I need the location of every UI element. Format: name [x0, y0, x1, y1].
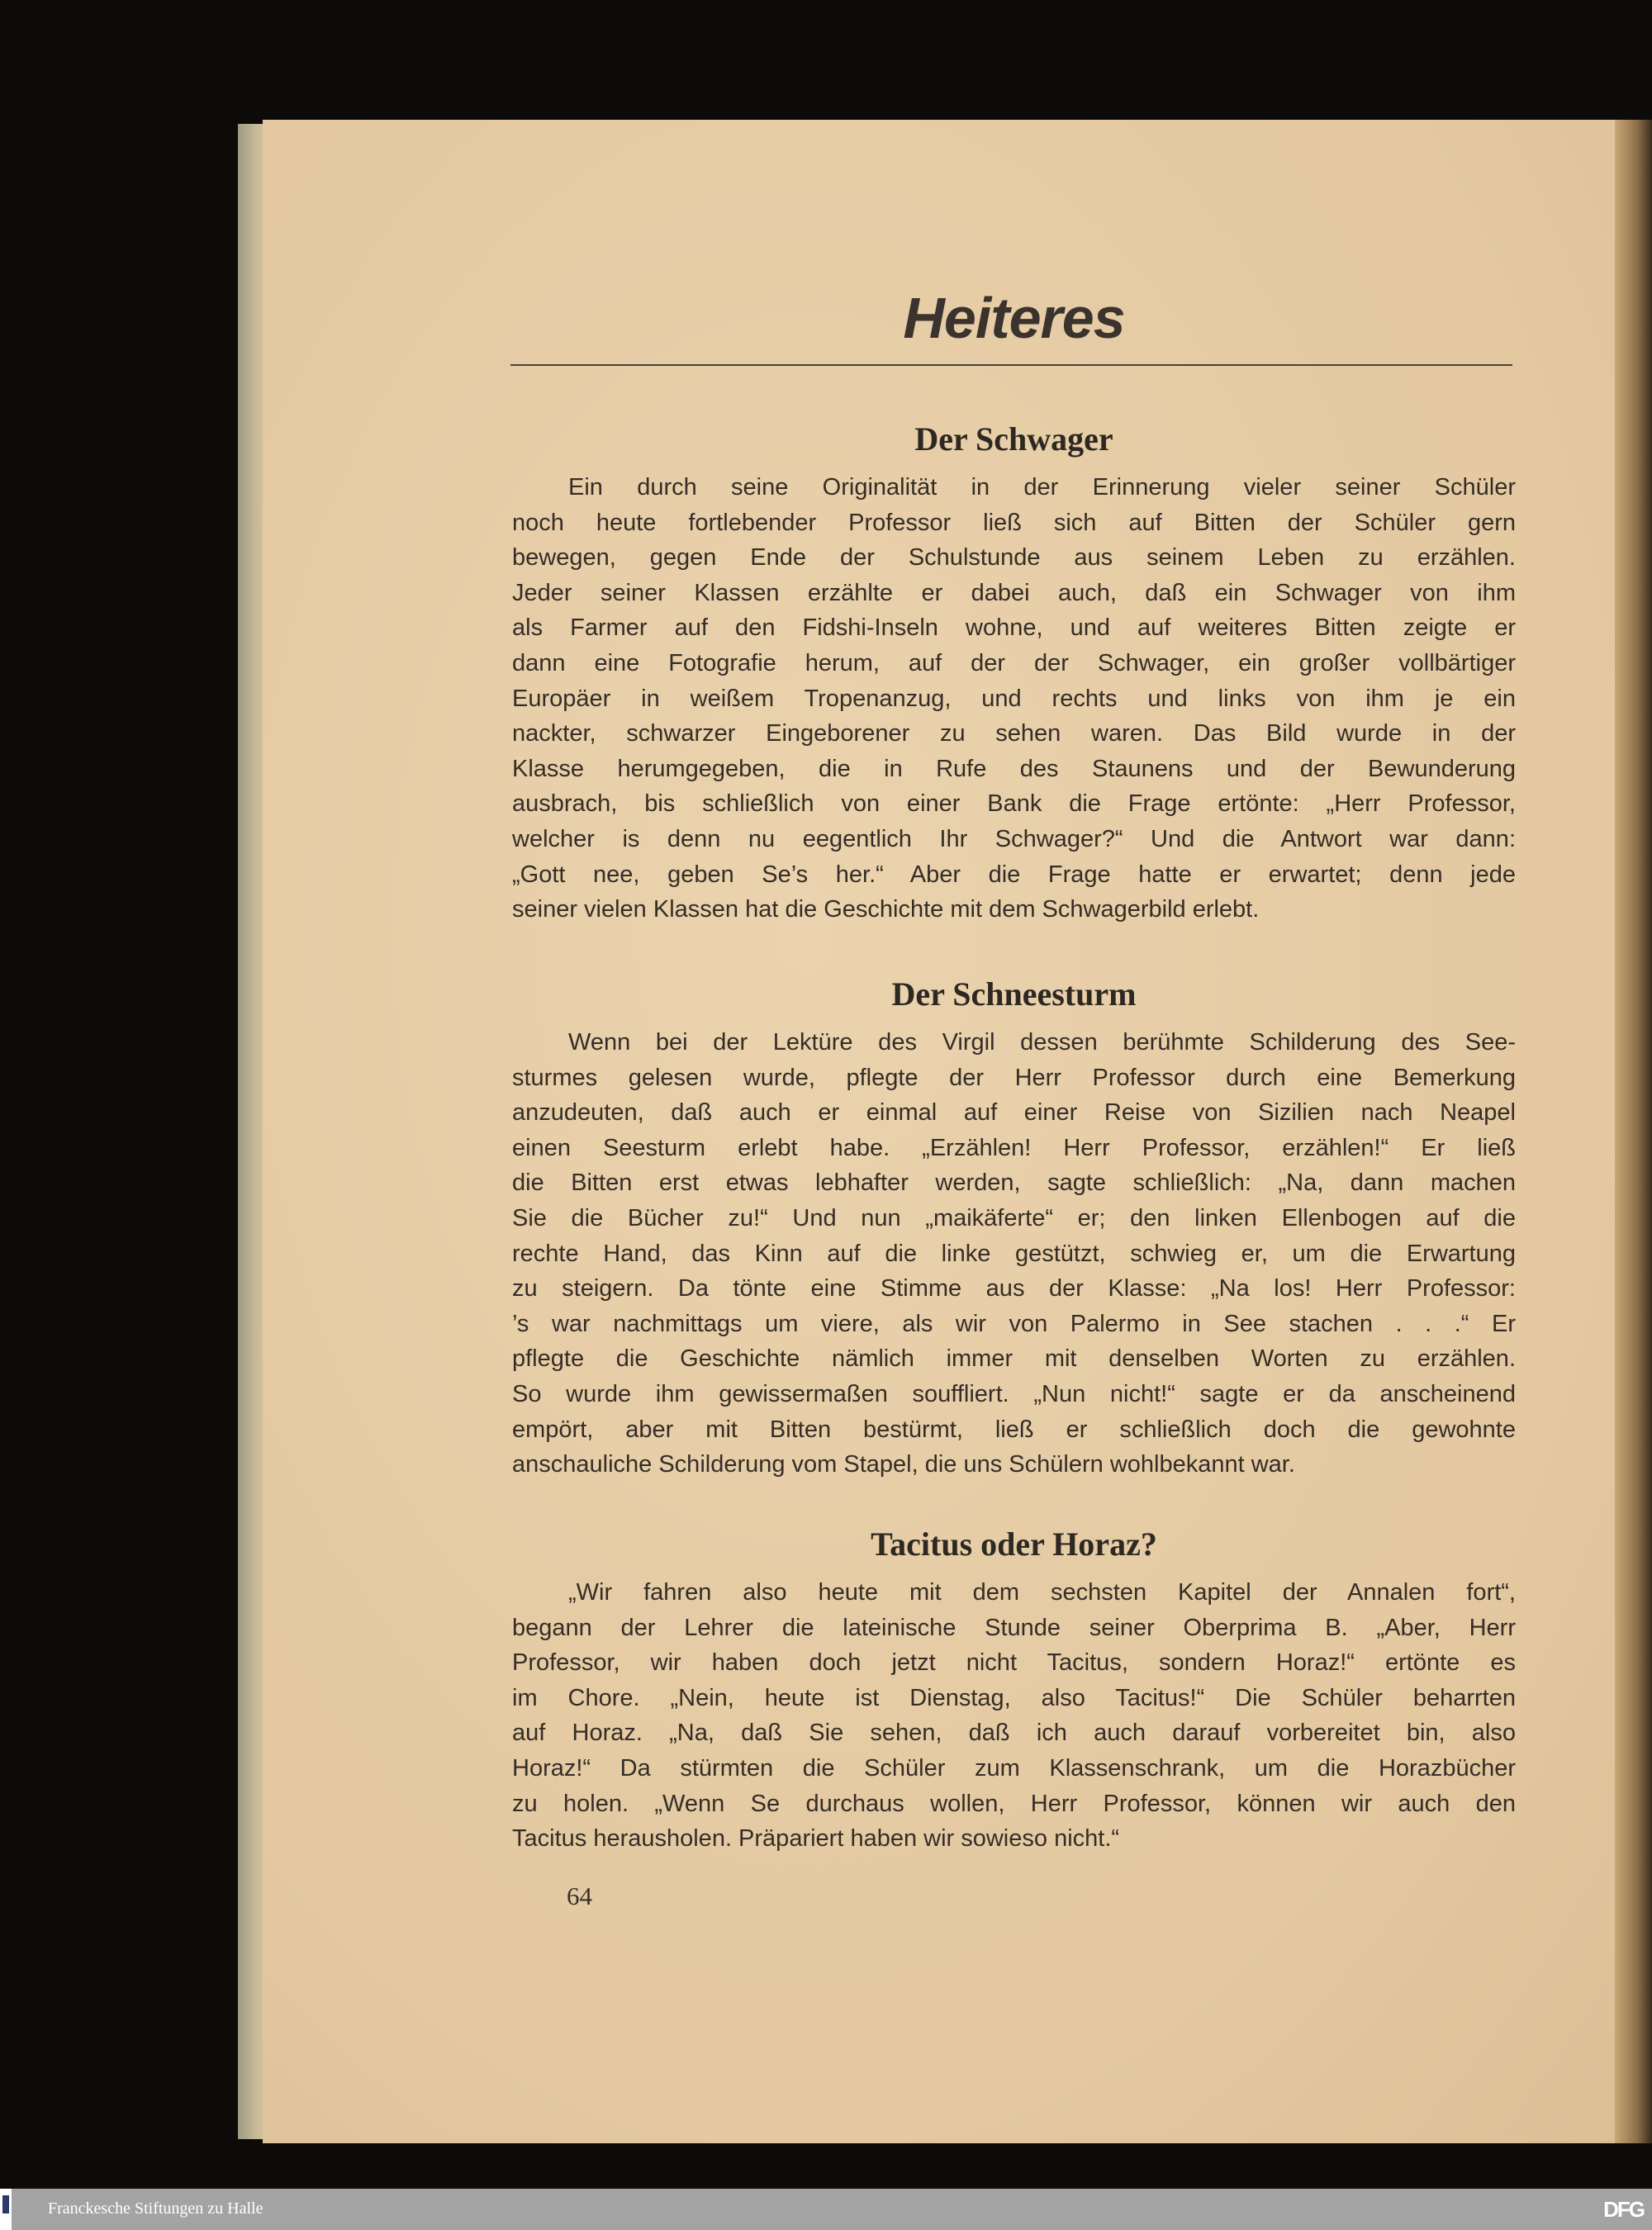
text-line: Ein durch seine Originalität in der Erinnerung vieler seiner Schüler [568, 474, 1516, 501]
text-line: Sie die Bücher zu!“ Und nun „maikäferte“ er; den linken Ellenbogen auf die [512, 1204, 1516, 1231]
text-line: welcher is denn nu eegentlich Ihr Schwager?“ Und die Antwort war dann: [512, 825, 1516, 852]
page-title: Heiteres [903, 286, 1125, 350]
section-heading: Der Schwager [914, 420, 1113, 458]
text-line: seiner vielen Klassen hat die Geschichte mit dem Schwagerbild erlebt. [512, 896, 1260, 923]
text-line: empört, aber mit Bitten bestürmt, ließ er schließlich doch die gewohnte [512, 1416, 1516, 1443]
text-line: Europäer in weißem Tropenanzug, und rechts und links von ihm je ein [512, 685, 1516, 712]
text-line: anschauliche Schilderung vom Stapel, die uns Schülern wohlbekannt war. [512, 1451, 1295, 1478]
text-line: ausbrach, bis schließlich von einer Bank die Frage ertönte: „Herr Professor, [512, 790, 1516, 818]
text-line: nackter, schwarzer Eingeborener zu sehen waren. Das Bild wurde in der [512, 720, 1516, 747]
text-line: als Farmer auf den Fidshi-Inseln wohne, und auf weiteres Bitten zeigte er [512, 614, 1516, 642]
section-heading: Der Schneesturm [891, 975, 1137, 1013]
viewer-footer [0, 2189, 1652, 2230]
text-line: „Wir fahren also heute mit dem sechsten Kapitel der Annalen fort“, [568, 1579, 1516, 1606]
text-line: Professor, wir haben doch jetzt nicht Tacitus, sondern Horaz!“ ertönte es [512, 1649, 1516, 1677]
text-line: ’s war nachmittags um viere, als wir von Palermo in See stachen . . .“ Er [512, 1310, 1516, 1337]
logo-figure-icon [2, 2195, 9, 2213]
text-line: einen Seesturm erlebt habe. „Erzählen! Herr Professor, erzählen!“ Er ließ [512, 1134, 1516, 1161]
text-line: Klasse herumgegeben, die in Rufe des Staunens und der Bewunderung [512, 755, 1516, 782]
text-line: Wenn bei der Lektüre des Virgil dessen berühmte Schilderung des See- [568, 1029, 1516, 1056]
text-line: rechte Hand, das Kinn auf die linke gestützt, schwieg er, um die Erwartung [512, 1240, 1516, 1267]
text-line: auf Horaz. „Na, daß Sie sehen, daß ich auch darauf vorbereitet bin, also [512, 1720, 1516, 1747]
page-number: 64 [567, 1881, 592, 1910]
text-line: zu holen. „Wenn Se durchaus wollen, Herr Professor, können wir auch den [512, 1790, 1516, 1817]
text-line: So wurde ihm gewissermaßen souffliert. „Nun nicht!“ sagte er da anscheinend [512, 1380, 1516, 1407]
text-line: Jeder seiner Klassen erzählte er dabei auch, daß ein Schwager von ihm [512, 579, 1516, 606]
section-body [512, 1575, 1516, 1857]
text-line: noch heute fortlebender Professor ließ sich auf Bitten der Schüler gern [512, 509, 1516, 536]
text-line: dann eine Fotografie herum, auf der der Schwager, ein großer vollbärtiger [512, 649, 1516, 676]
text-line: Tacitus herausholen. Präpariert haben wir sowieso nicht.“ [512, 1825, 1120, 1853]
section-heading: Tacitus oder Horaz? [871, 1525, 1157, 1563]
section-body [512, 1025, 1516, 1483]
text-line: zu steigern. Da tönte eine Stimme aus der Klasse: „Na los! Herr Professor: [512, 1275, 1516, 1302]
text-line: die Bitten erst etwas lebhafter werden, sagte schließlich: „Na, dann machen [512, 1170, 1516, 1197]
text-line: sturmes gelesen wurde, pflegte der Herr Professor durch eine Bemerkung [512, 1064, 1516, 1091]
text-line: „Gott nee, geben Se’s her.“ Aber die Frage hatte er erwartet; denn jede [512, 861, 1516, 888]
institution-logo[interactable] [0, 2189, 12, 2230]
title-rule [510, 364, 1512, 366]
text-line: Horaz!“ Da stürmten die Schüler zum Klassenschrank, um die Horazbücher [512, 1754, 1516, 1782]
text-line: anzudeuten, daß auch er einmal auf einer Reise von Sizilien nach Neapel [512, 1099, 1516, 1127]
section-body [512, 470, 1516, 928]
text-line: im Chore. „Nein, heute ist Dienstag, also Tacitus!“ Die Schüler beharrten [512, 1684, 1516, 1711]
dfg-logo[interactable]: DFG [1603, 2197, 1644, 2222]
text-line: pflegte die Geschichte nämlich immer mit denselben Worten zu erzählen. [512, 1345, 1516, 1373]
book-binding [1615, 120, 1652, 2143]
text-line: bewegen, gegen Ende der Schulstunde aus seinem Leben zu erzählen. [512, 544, 1516, 572]
text-line: begann der Lehrer die lateinische Stunde seiner Oberprima B. „Aber, Herr [512, 1614, 1516, 1641]
institution-link[interactable]: Franckesche Stiftungen zu Halle [48, 2199, 263, 2218]
